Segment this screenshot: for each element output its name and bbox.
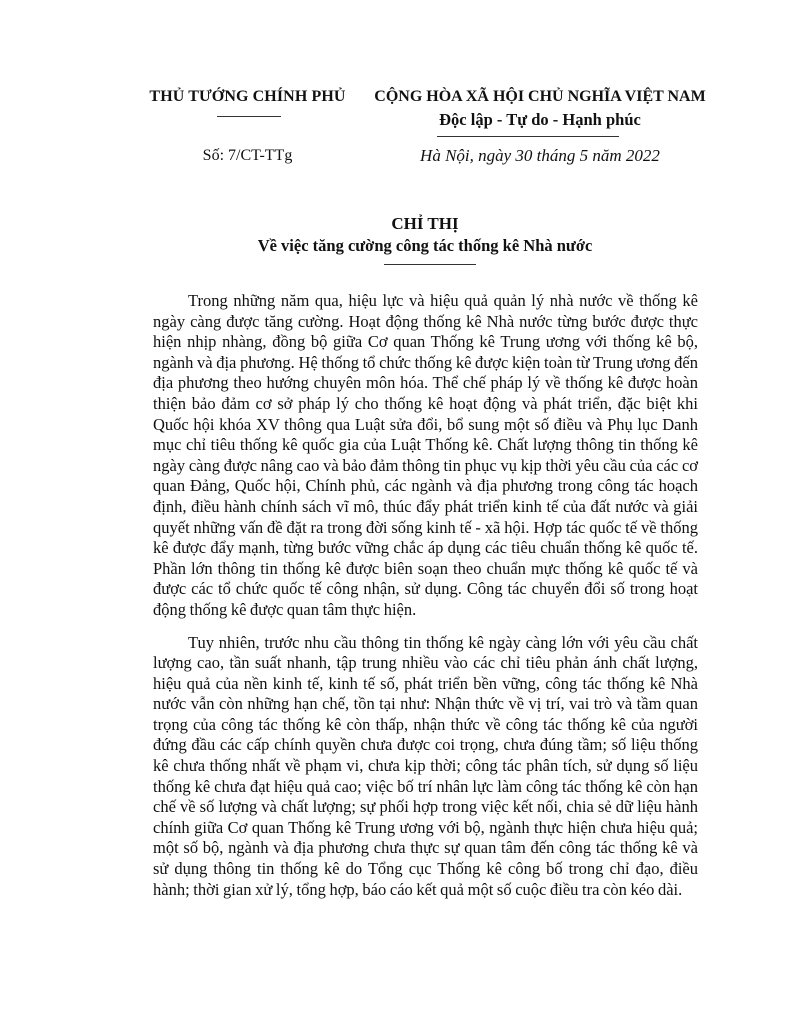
body-paragraph: Tuy nhiên, trước nhu cầu thông tin thống kê ngày càng lớn với yêu cầu chất lượng cao, tần suất nhanh, tập trung nhiều vào các chỉ tiêu phản ánh chất lượng, hiệu quả của nền kinh tế, kinh tế số, phát triển bền vững, công tác thống kê Nhà nước vẫn còn những hạn chế, tồn tại như: Nhận thức về vị trí, vai trò và tầm quan trọng của công tác thống kê còn thấp, nhận thức về công tác thống kê của người đứng đầu các cấp chính quyền chưa được coi trọng, chưa đúng tầm; số liệu thống kê chưa thống nhất về phạm vi, chưa kịp thời; công tác phân tích, sử dụng số liệu thống kê chưa đạt hiệu quả cao; việc bố trí nhân lực làm công tác thống kê còn hạn chế về số lượng và chất lượng; sự phối hợp trong việc kết nối, chia sẻ dữ liệu hành chính giữa Cơ quan Thống kê Trung ương với bộ, ngành thực hiện chưa hiệu quả; một số bộ, ngành và địa phương chưa thực sự quan tâm đến công tác thống kê và sử dụng thông tin thống kê do Tổng cục Thống kê công bố trong chỉ đạo, điều hành; thời gian xử lý, tổng hợp, báo cáo kết quả một số cuộc điều tra còn kéo dài.	[153, 632, 698, 899]
document-number: Số: 7/CT-TTg	[202, 147, 293, 164]
subject-divider	[384, 264, 476, 265]
document-body	[153, 291, 698, 912]
national-title: CỘNG HÒA XÃ HỘI CHỦ NGHĨA VIỆT NAM	[374, 88, 706, 105]
document-type-title: CHỈ THỊ	[391, 214, 459, 233]
motto-divider	[437, 136, 619, 137]
national-motto: Độc lập - Tự do - Hạnh phúc	[439, 110, 641, 129]
document-subject: Về việc tăng cường công tác thống kê Nhà nước	[257, 236, 593, 255]
body-paragraph: Trong những năm qua, hiệu lực và hiệu quả quản lý nhà nước về thống kê ngày càng được tăng cường. Hoạt động thống kê Nhà nước từng bước được thực hiện nhịp nhàng, đồng bộ giữa Cơ quan Thống kê Trung ương với thống kê bộ, ngành và địa phương. Hệ thống tổ chức thống kê được kiện toàn từ Trung ương đến địa phương theo hướng chuyên môn hóa. Thể chế pháp lý về thống kê được hoàn thiện bảo đảm cơ sở pháp lý cho thống kê hoạt động và phát triển, đặc biệt khi Quốc hội khóa XV thông qua Luật sửa đổi, bổ sung một số điều và Phụ lục Danh mục chỉ tiêu thống kê quốc gia của Luật Thống kê. Chất lượng thông tin thống kê ngày càng được nâng cao và bảo đảm thông tin phục vụ kịp thời yêu cầu của các cơ quan Đảng, Quốc hội, Chính phủ, các ngành và địa phương trong công tác hoạch định, điều hành chính sách vĩ mô, thúc đẩy phát triển kinh tế của đất nước và giải quyết những vấn đề đặt ra trong đời sống kinh tế - xã hội. Hợp tác quốc tế về thống kê được đẩy mạnh, từng bước vững chắc áp dụng các tiêu chuẩn thống kê quốc tế. Phần lớn thông tin thống kê được biên soạn theo chuẩn mực thống kê quốc tế và được các tổ chức quốc tế công nhận, sử dụng. Công tác chuyển đổi số trong hoạt động thống kê được quan tâm thực hiện.	[153, 291, 698, 619]
place-and-date: Hà Nội, ngày 30 tháng 5 năm 2022	[420, 146, 660, 165]
issuer-divider	[217, 116, 281, 117]
issuing-authority: THỦ TƯỚNG CHÍNH PHỦ	[149, 88, 346, 105]
